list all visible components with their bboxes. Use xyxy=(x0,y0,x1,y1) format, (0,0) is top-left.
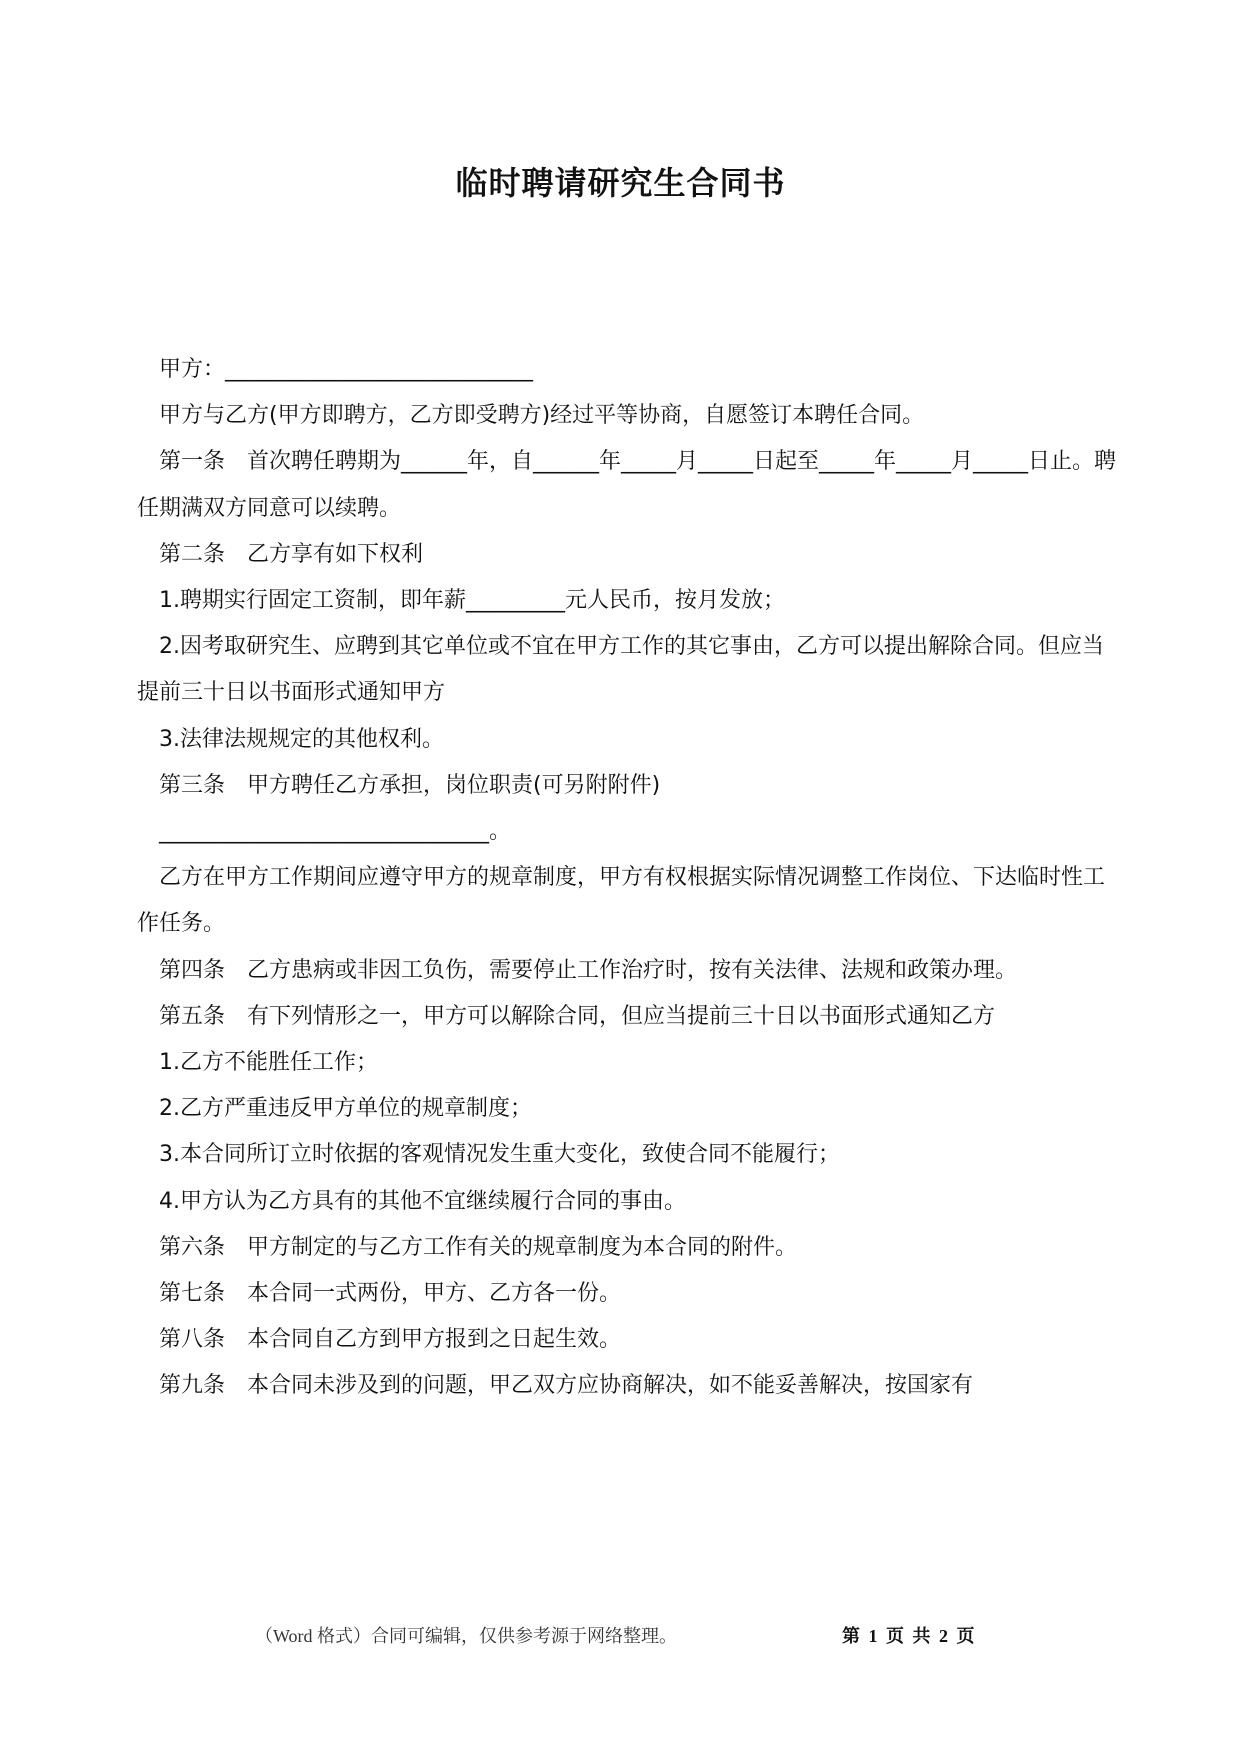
article-2: 第二条 乙方享有如下权利 xyxy=(159,541,424,567)
article-5-item-1: 1.乙方不能胜任工作； xyxy=(159,1050,378,1076)
article-5-item-2: 2.乙方严重违反甲方单位的规章制度； xyxy=(159,1096,532,1122)
article-7: 第七条 本合同一式两份，甲方、乙方各一份。 xyxy=(159,1281,622,1307)
intro-paragraph: 甲方与乙方(甲方即聘方，乙方即受聘方)经过平等协商，自愿签订本聘任合同。 xyxy=(159,403,925,429)
article-5-item-3: 3.本合同所订立时依据的客观情况发生重大变化，致使合同不能履行； xyxy=(159,1142,840,1168)
article-1: 第一条 首次聘任聘期为______年，自______年_____月_____日起至_____年_____月_____日止。聘任期满双方同意可以续聘。 xyxy=(137,449,1117,521)
article-2-item-3: 3.法律法规规定的其他权利。 xyxy=(159,726,444,752)
article-3-detail: 乙方在甲方工作期间应遵守甲方的规章制度，甲方有权根据实际情况调整工作岗位、下达临时性工作任务。 xyxy=(137,865,1106,937)
party-a-line: 甲方：____________________________ xyxy=(159,357,534,382)
article-8: 第八条 本合同自乙方到甲方报到之日起生效。 xyxy=(159,1327,622,1353)
article-9: 第九条 本合同未涉及到的问题，甲乙双方应协商解决，如不能妥善解决，按国家有 xyxy=(159,1373,974,1399)
contract-body xyxy=(137,347,1122,1410)
article-3: 第三条 甲方聘任乙方承担，岗位职责(可另附附件) xyxy=(159,772,661,798)
article-5-item-4: 4.甲方认为乙方具有的其他不宜继续履行合同的事由。 xyxy=(159,1188,686,1214)
article-6: 第六条 甲方制定的与乙方工作有关的规章制度为本合同的附件。 xyxy=(159,1234,798,1260)
document-title: 临时聘请研究生合同书 xyxy=(455,164,786,202)
article-4: 第四条 乙方患病或非因工负伤，需要停止工作治疗时，按有关法律、法规和政策办理。 xyxy=(159,957,1018,983)
footer-note: （Word 格式）合同可编辑，仅供参考源于网络整理。 xyxy=(255,1626,678,1646)
article-5: 第五条 有下列情形之一，甲方可以解除合同，但应当提前三十日以书面形式通知乙方 xyxy=(159,1003,996,1029)
article-3-blank: ______________________________。 xyxy=(159,819,512,845)
page-number: 第 1 页 共 2 页 xyxy=(842,1626,975,1646)
article-2-item-1: 1.聘期实行固定工资制，即年薪_________元人民币，按月发放； xyxy=(159,588,785,614)
article-2-item-2: 2.因考取研究生、应聘到其它单位或不宜在甲方工作的其它事由，乙方可以提出解除合同。但应当提前三十日以书面形式通知甲方 xyxy=(137,634,1104,706)
